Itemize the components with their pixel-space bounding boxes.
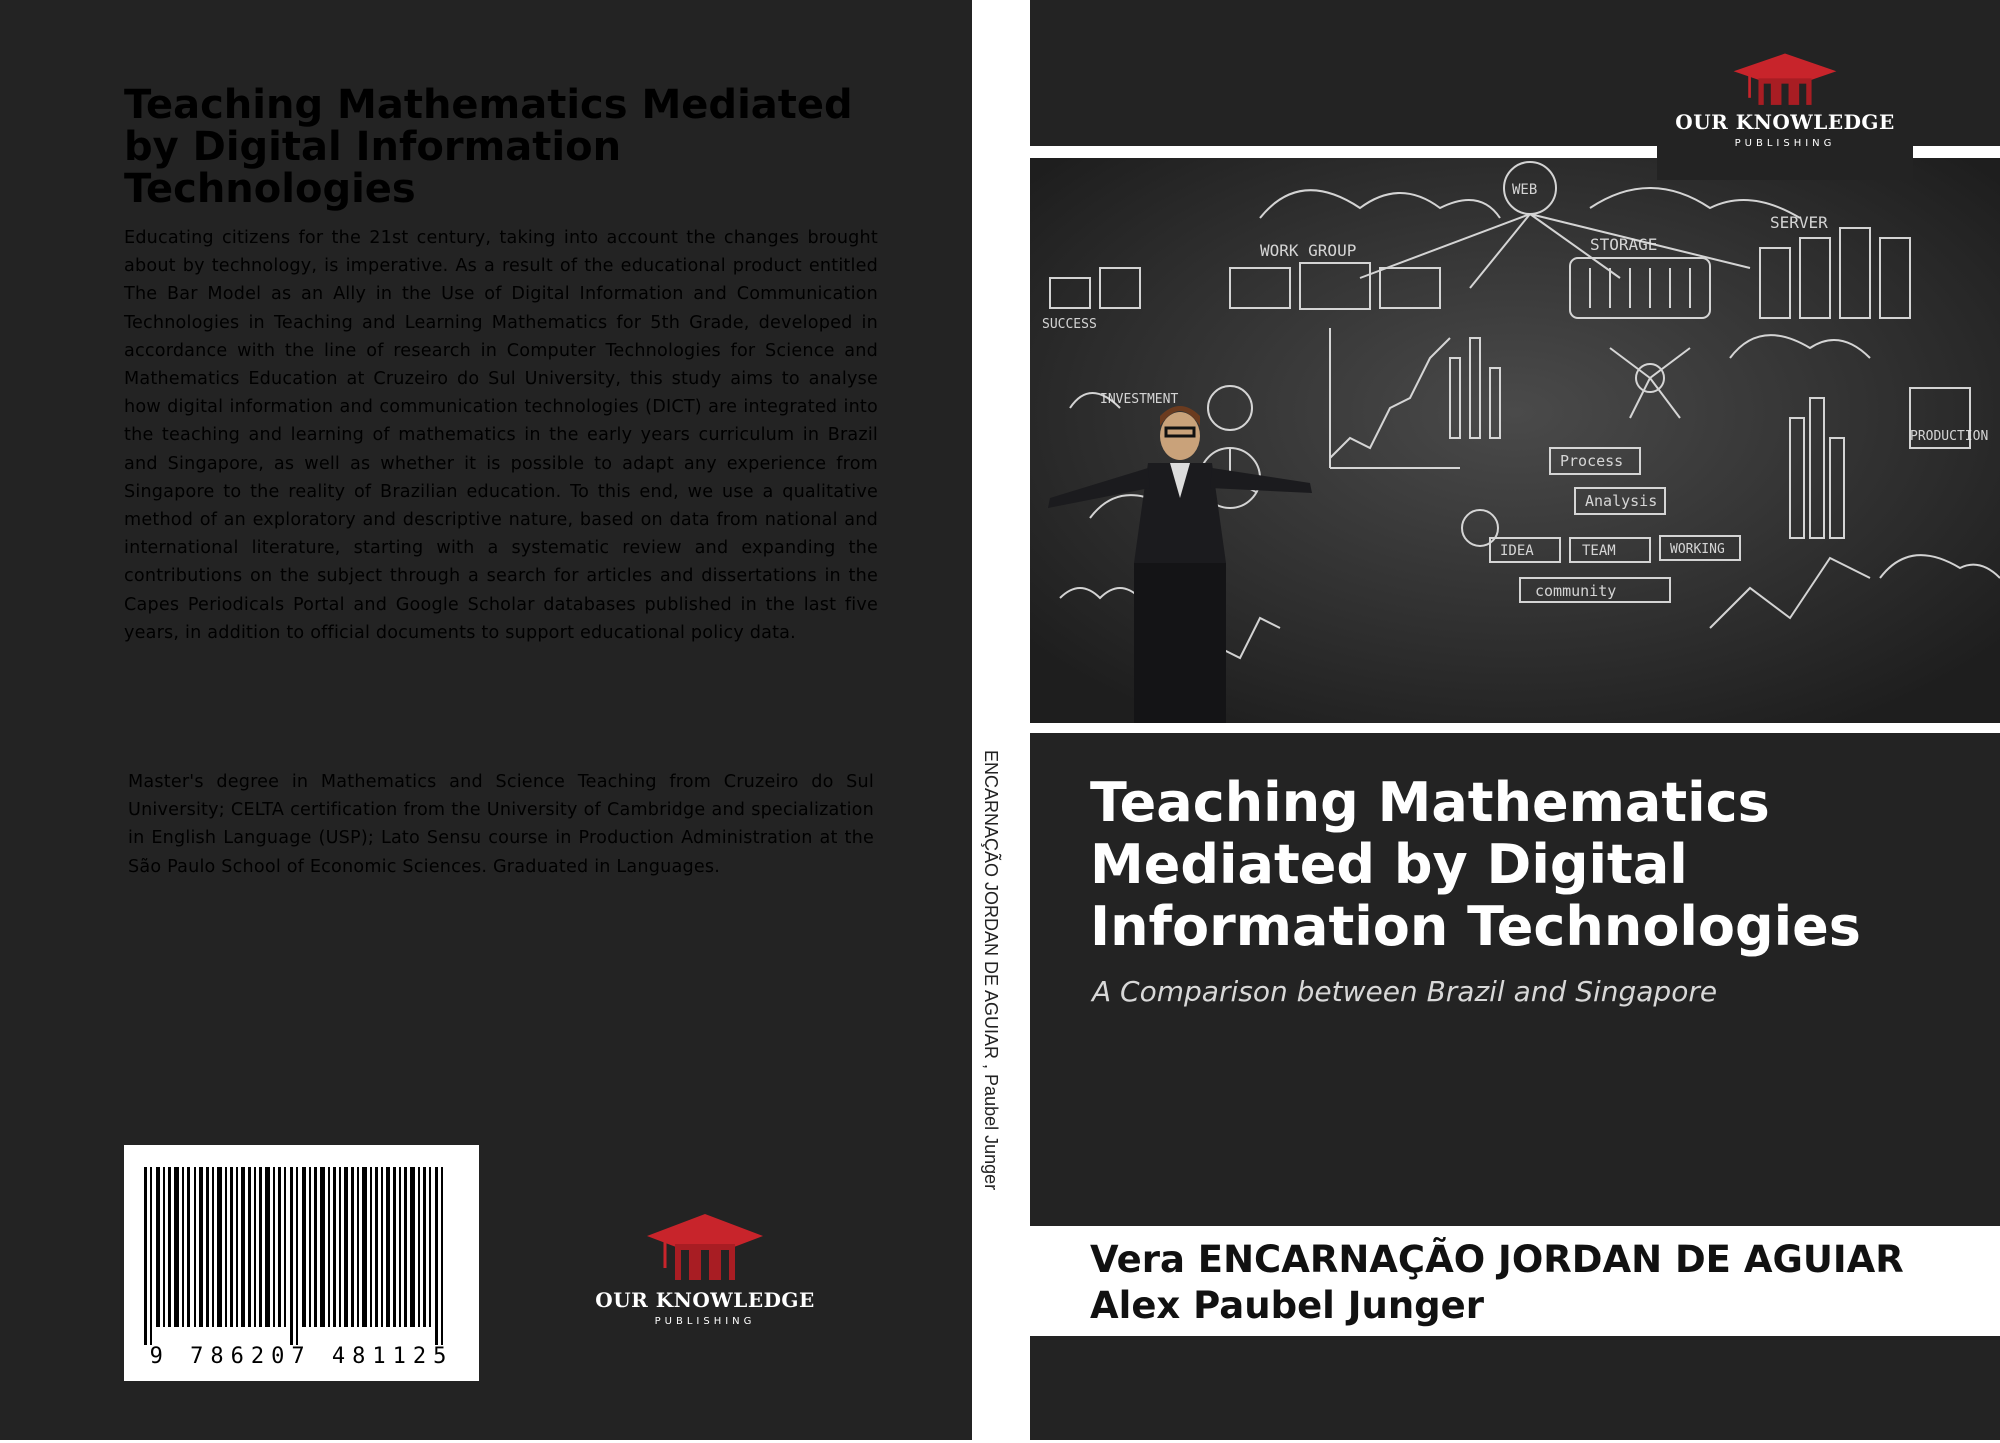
publisher-logo-front <box>1657 50 1913 180</box>
svg-text:SUCCESS: SUCCESS <box>1042 317 1097 332</box>
author-bio: Master's degree in Mathematics and Science Teaching from Cruzeiro do Sul University; CELTA certification from the University of Cambridge and specialization in English Language (USP); Lato Sensu course in Production Administration at the São Paulo School of Economic Sciences. Graduated in Languages. <box>128 772 874 877</box>
isbn-number: 9 786207 481125 <box>149 1344 454 1369</box>
svg-text:SERVER: SERVER <box>1770 213 1828 232</box>
graduation-cap-icon <box>1730 50 1840 112</box>
chalkboard-infographic <box>1030 158 2000 723</box>
svg-text:STORAGE: STORAGE <box>1590 235 1658 254</box>
svg-text:IDEA: IDEA <box>1500 543 1534 559</box>
middle-divider <box>1030 723 2000 733</box>
isbn-barcode <box>124 1145 479 1381</box>
cover-illustration <box>1030 158 2000 723</box>
svg-text:INVESTMENT: INVESTMENT <box>1100 392 1179 407</box>
graduation-cap-icon <box>645 1210 765 1290</box>
svg-text:PRODUCTION: PRODUCTION <box>1910 429 1989 444</box>
publisher-tagline: PUBLISHING <box>654 1316 756 1327</box>
svg-text:Analysis: Analysis <box>1585 492 1658 510</box>
back-cover-blurb: Educating citizens for the 21st century, taking into account the changes brought about by technology, is imperative. As a result of the educational product entitled The Bar Model as an Ally in the Use of Digital Information and Communication Technologies in Teaching and Learning Mathematics for 5th Grade, developed in accordance with the line of research in Computer Technologies for Science and Mathematics Education at Cruzeiro do Sul University, this study aims to analyse how digital information and communication technologies (DICT) are integrated into the teaching and learning of mathematics in the early years curriculum in Brazil and Singapore, as well as whether it is possible to adapt any experience from Singapore to the reality of Brazilian education. To this end, we use a qualitative method of an exploratory and descriptive nature, based on data from national and international literature, starting with a systematic review and expanding the contributions on the subject through a search for articles and dissertations in the Capes Periodicals Portal and Google Scholar databases published in the last five years, in addition to official documents to support educational policy data. <box>124 228 878 643</box>
svg-text:WORKING: WORKING <box>1670 542 1725 557</box>
spine <box>972 0 1030 1443</box>
back-cover-title: Teaching Mathematics Mediated by Digital Information Technologies <box>124 82 853 212</box>
publisher-name: OUR KNOWLEDGE <box>1675 110 1895 134</box>
publisher-logo-back <box>585 1210 825 1327</box>
svg-text:Process: Process <box>1560 452 1624 470</box>
svg-text:WEB: WEB <box>1512 182 1538 198</box>
svg-text:TEAM: TEAM <box>1582 543 1616 559</box>
publisher-name: OUR KNOWLEDGE <box>595 1288 815 1312</box>
front-cover-subtitle: A Comparison between Brazil and Singapore <box>1092 975 1718 1008</box>
spine-author-text: ENCARNAÇÃO JORDAN DE AGUIAR , Paubel Junger <box>981 750 1001 1191</box>
front-cover-title: Teaching Mathematics Mediated by Digital Information Technologies <box>1090 771 1861 958</box>
author-name-2: Alex Paubel Junger <box>1090 1284 1485 1327</box>
author-name-1: Vera ENCARNAÇÃO JORDAN DE AGUIAR <box>1090 1238 1904 1281</box>
svg-text:community: community <box>1535 582 1617 600</box>
svg-text:WORK GROUP: WORK GROUP <box>1260 241 1357 260</box>
publisher-tagline: PUBLISHING <box>1734 138 1836 149</box>
